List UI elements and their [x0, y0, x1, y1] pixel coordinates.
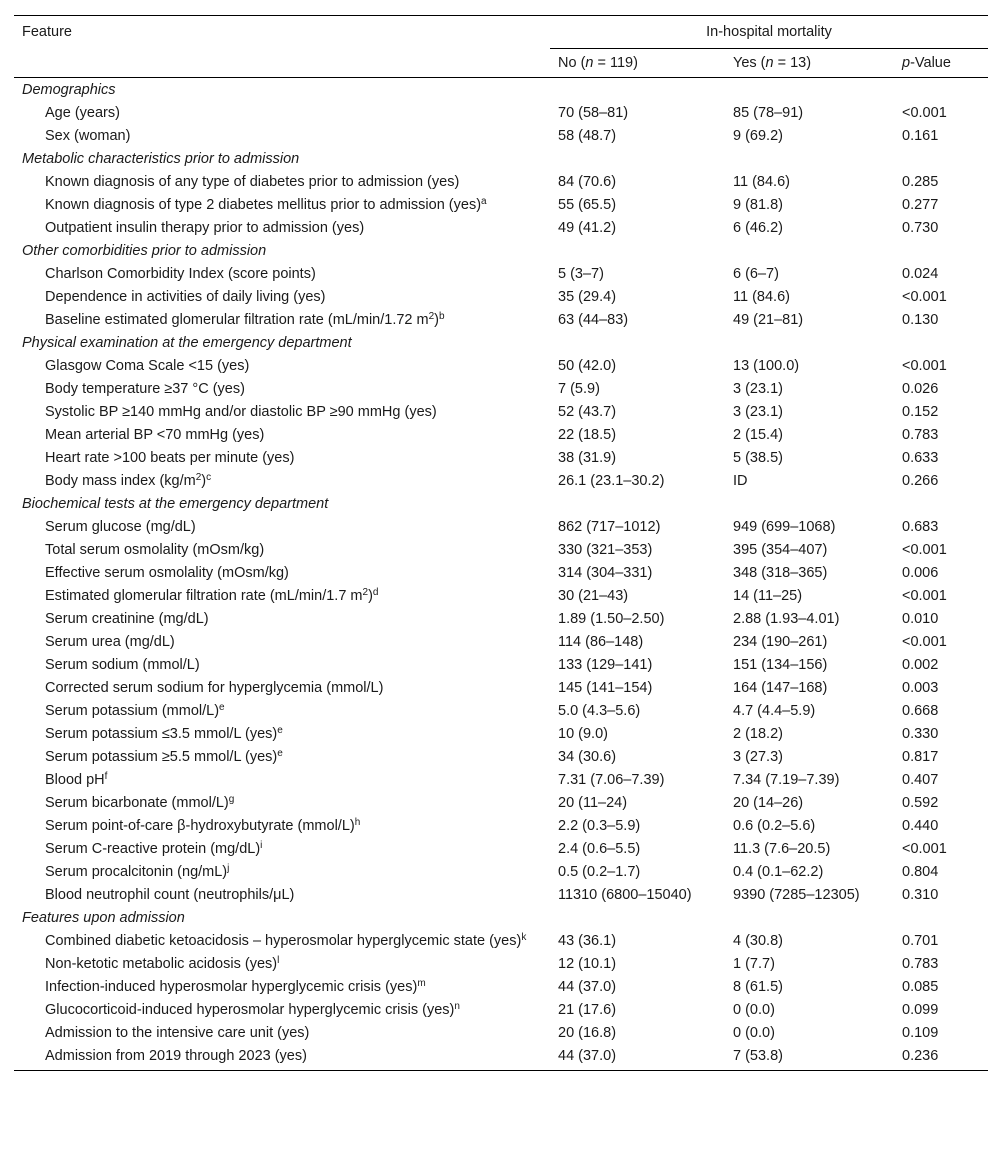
feature-cell: Age (years) — [45, 104, 120, 121]
feature-cell: Body mass index $(kg/m^2)^c$ — [45, 471, 212, 489]
no-value-cell: 11310 (6800–15040) — [558, 886, 692, 903]
yes-value-cell: 2 (18.2) — [733, 725, 783, 742]
no-value-cell: 43 (36.1) — [558, 932, 617, 949]
feature-cell: Serum sodium (mmol/L) — [45, 656, 200, 673]
p-value-cell: 0.817 — [902, 748, 939, 765]
mortality-table-container — [14, 15, 988, 1071]
feature-header: Feature — [14, 16, 550, 49]
table-row — [14, 952, 988, 975]
yes-value-cell: 9 (81.8) — [733, 196, 783, 213]
p-value-cell: <0.001 — [902, 357, 947, 374]
section-title: Physical examination at the emergency department — [22, 335, 352, 351]
p-value-cell: 0.592 — [902, 794, 939, 811]
section-row — [14, 331, 988, 354]
no-value-cell: 314 (304–331) — [558, 564, 653, 581]
section-row — [14, 239, 988, 262]
p-value-cell: 0.026 — [902, 380, 939, 397]
p-value-cell: 0.440 — [902, 817, 939, 834]
no-value-cell: 114 (86–148) — [558, 633, 644, 650]
p-value-cell: <0.001 — [902, 288, 947, 305]
yes-value-cell: 3 (27.3) — [733, 748, 783, 765]
feature-cell: Serum potassium ≤3.5 mmol/L (yes)$^e$ — [45, 724, 283, 742]
table-row — [14, 722, 988, 745]
table-row — [14, 998, 988, 1021]
feature-cell: Serum urea (mg/dL) — [45, 633, 175, 650]
p-value-cell: <0.001 — [902, 587, 947, 604]
no-value-cell: 10 (9.0) — [558, 725, 608, 742]
no-column-header: No (n = 119) — [558, 55, 638, 71]
p-value-cell: 0.701 — [902, 932, 939, 949]
yes-value-cell: 2 (15.4) — [733, 426, 783, 443]
feature-cell: Serum procalcitonin $(ng/mL)^j$ — [45, 862, 230, 880]
no-value-cell: 133 (129–141) — [558, 656, 653, 673]
section-row — [14, 906, 988, 929]
table-row — [14, 377, 988, 400]
yes-value-cell: 164 (147–168) — [733, 679, 828, 696]
no-value-cell: 1.89 (1.50–2.50) — [558, 610, 665, 627]
p-value-cell: <0.001 — [902, 840, 947, 857]
table-row — [14, 515, 988, 538]
table-header — [14, 16, 988, 78]
table-row — [14, 975, 988, 998]
table-row — [14, 308, 988, 331]
feature-cell: Outpatient insulin therapy prior to admission (yes) — [45, 219, 365, 236]
feature-cell: Admission from 2019 through 2023 (yes) — [14, 1044, 550, 1070]
table-row — [14, 837, 988, 860]
table-row — [14, 584, 988, 607]
no-value-cell: 58 (48.7) — [558, 127, 617, 144]
feature-cell: Blood neutrophil count (neutrophils/μL) — [45, 886, 295, 903]
no-value-cell: 7.31 (7.06–7.39) — [558, 771, 665, 788]
table-row — [14, 607, 988, 630]
no-value-cell: 7 (5.9) — [558, 380, 600, 397]
feature-cell: Baseline estimated glomerular filtration rate (mL/min/1.72 $m^2)^b$ — [45, 310, 445, 328]
no-value-cell: 30 (21–43) — [558, 587, 629, 604]
p-value-cell: 0.407 — [902, 771, 939, 788]
footnote-marker: k — [521, 931, 527, 943]
p-value-cell: 0.236 — [894, 1044, 988, 1070]
p-value-cell: 0.783 — [902, 426, 939, 443]
yes-value-cell: 8 (61.5) — [733, 978, 783, 995]
yes-value-cell: 949 (699–1068) — [733, 518, 836, 535]
feature-cell: Body temperature ≥37 °C (yes) — [45, 380, 245, 397]
p-value-cell: 0.804 — [902, 863, 939, 880]
footnote-marker: n — [454, 1000, 460, 1012]
yes-value-cell: 395 (354–407) — [733, 541, 828, 558]
footnote-marker: b — [439, 310, 445, 322]
footnote-marker: e — [219, 701, 225, 713]
footnote-marker: f — [104, 770, 108, 782]
feature-cell: Blood $pH^f$ — [45, 770, 108, 788]
footnote-marker: g — [228, 793, 235, 805]
no-value-cell: 44 (37.0) — [550, 1044, 725, 1070]
table-row — [14, 630, 988, 653]
p-value-cell: 0.330 — [902, 725, 939, 742]
feature-cell: Mean arterial BP <70 mmHg (yes) — [45, 426, 265, 443]
feature-cell: Heart rate >100 beats per minute (yes) — [45, 449, 295, 466]
yes-value-cell: 6 (46.2) — [733, 219, 783, 236]
section-title: Metabolic characteristics prior to admission — [22, 151, 300, 167]
footnote-marker: a — [481, 195, 487, 207]
yes-value-cell: 0 (0.0) — [733, 1024, 775, 1041]
no-value-cell: 5.0 (4.3–5.6) — [558, 702, 641, 719]
table-row — [14, 561, 988, 584]
table-row — [14, 170, 988, 193]
section-title: Demographics — [22, 82, 116, 98]
feature-cell: Charlson Comorbidity Index (score points) — [45, 265, 316, 282]
footnote-marker: d — [372, 586, 379, 598]
table-row — [14, 699, 988, 722]
yes-value-cell: 14 (11–25) — [733, 587, 803, 604]
yes-value-cell: 7.34 (7.19–7.39) — [733, 771, 840, 788]
table-row — [14, 262, 988, 285]
feature-cell: Glasgow Coma Scale <15 (yes) — [45, 357, 250, 374]
feature-cell: Estimated glomerular filtration rate (mL/min/1.7 $m^2)^d$ — [45, 586, 379, 604]
yes-value-cell: 2.88 (1.93–4.01) — [733, 610, 840, 627]
p-value-cell: 0.683 — [902, 518, 939, 535]
no-value-cell: 50 (42.0) — [558, 357, 617, 374]
feature-cell: Non-ketotic metabolic acidosis (yes)$^l$ — [45, 954, 280, 972]
no-value-cell: 0.5 (0.2–1.7) — [558, 863, 641, 880]
yes-value-cell: 234 (190–261) — [733, 633, 828, 650]
table-row — [14, 101, 988, 124]
table-row — [14, 1044, 988, 1070]
table-row — [14, 124, 988, 147]
yes-column-header: Yes (n = 13) — [733, 55, 812, 71]
feature-cell: Serum point-of-care β-hydroxybutyrate (mmol/L)$^h$ — [45, 816, 361, 834]
feature-cell: Total serum osmolality (mOsm/kg) — [45, 541, 265, 558]
no-value-cell: 20 (16.8) — [558, 1024, 617, 1041]
feature-cell: Admission to the intensive care unit (yes) — [45, 1024, 310, 1041]
table-row — [14, 1021, 988, 1044]
section-title: Features upon admission — [22, 910, 185, 926]
mortality-group-header: In-hospital mortality — [550, 16, 988, 49]
no-value-cell: 21 (17.6) — [558, 1001, 617, 1018]
no-value-cell: 22 (18.5) — [558, 426, 617, 443]
p-value-cell: 0.277 — [902, 196, 939, 213]
no-value-cell: 26.1 (23.1–30.2) — [558, 472, 665, 489]
yes-value-cell: 5 (38.5) — [733, 449, 783, 466]
p-value-cell: 0.730 — [902, 219, 939, 236]
feature-cell: Effective serum osmolality (mOsm/kg) — [45, 564, 289, 581]
p-value-cell: <0.001 — [902, 541, 947, 558]
table-row — [14, 745, 988, 768]
table-row — [14, 285, 988, 308]
yes-value-cell: 13 (100.0) — [733, 357, 800, 374]
table-row — [14, 883, 988, 906]
yes-value-cell: 85 (78–91) — [733, 104, 804, 121]
yes-value-cell: 0.6 (0.2–5.6) — [733, 817, 816, 834]
p-value-cell: 0.099 — [902, 1001, 939, 1018]
no-value-cell: 44 (37.0) — [558, 978, 617, 995]
table-row — [14, 538, 988, 561]
p-value-cell: 0.085 — [902, 978, 939, 995]
footnote-marker: i — [260, 839, 263, 851]
no-value-cell: 49 (41.2) — [558, 219, 617, 236]
p-value-cell: 0.266 — [902, 472, 939, 489]
table-row — [14, 814, 988, 837]
table-body — [14, 78, 988, 1071]
no-value-cell: 70 (58–81) — [558, 104, 629, 121]
table-row — [14, 469, 988, 492]
mortality-table — [14, 15, 988, 1071]
table-row — [14, 400, 988, 423]
no-value-cell: 145 (141–154) — [558, 679, 653, 696]
p-value-cell: <0.001 — [902, 104, 947, 121]
p-value-cell: 0.161 — [902, 127, 939, 144]
p-value-cell: 0.003 — [902, 679, 939, 696]
no-value-cell: 34 (30.6) — [558, 748, 617, 765]
yes-value-cell: 1 (7.7) — [733, 955, 775, 972]
no-value-cell: 84 (70.6) — [558, 173, 617, 190]
no-value-cell: 2.4 (0.6–5.5) — [558, 840, 641, 857]
no-value-cell: 38 (31.9) — [558, 449, 617, 466]
yes-value-cell: 6 (6–7) — [733, 265, 779, 282]
no-value-cell: 52 (43.7) — [558, 403, 617, 420]
no-value-cell: 20 (11–24) — [558, 794, 628, 811]
yes-value-cell: 11 (84.6) — [733, 173, 790, 190]
section-title: Biochemical tests at the emergency department — [22, 496, 329, 512]
no-value-cell: 330 (321–353) — [558, 541, 653, 558]
feature-cell: Serum potassium ≥5.5 mmol/L (yes)$^e$ — [45, 747, 283, 765]
p-value-cell: 0.783 — [902, 955, 939, 972]
no-value-cell: 862 (717–1012) — [558, 518, 661, 535]
feature-cell: Glucocorticoid-induced hyperosmolar hyperglycemic crisis (yes)$^n$ — [45, 1000, 460, 1018]
feature-cell: Infection-induced hyperosmolar hyperglycemic crisis (yes)$^m$ — [45, 977, 426, 995]
yes-value-cell: 4.7 (4.4–5.9) — [733, 702, 816, 719]
no-value-cell: 63 (44–83) — [558, 311, 629, 328]
no-value-cell: 55 (65.5) — [558, 196, 617, 213]
p-value-cell: 0.006 — [902, 564, 939, 581]
yes-value-cell: 49 (21–81) — [733, 311, 804, 328]
feature-cell: Known diagnosis of any type of diabetes prior to admission (yes) — [45, 173, 460, 190]
p-value-column-header: p-Value — [902, 55, 951, 71]
feature-cell: Corrected serum sodium for hyperglycemia (mmol/L) — [45, 679, 384, 696]
yes-value-cell: 3 (23.1) — [733, 380, 783, 397]
p-value-cell: 0.310 — [902, 886, 939, 903]
feature-cell: Serum potassium (mmol/L)$^e$ — [45, 701, 225, 719]
feature-cell: Serum bicarbonate (mmol/L)$^g$ — [45, 793, 235, 811]
yes-value-cell: 3 (23.1) — [733, 403, 783, 420]
table-row — [14, 446, 988, 469]
table-row — [14, 676, 988, 699]
p-value-cell: 0.152 — [902, 403, 939, 420]
section-title: Other comorbidities prior to admission — [22, 243, 267, 259]
footnote-marker: e — [277, 724, 283, 736]
feature-cell: Combined diabetic ketoacidosis – hyperosmolar hyperglycemic state (yes)$^k$ — [45, 931, 527, 949]
yes-value-cell: 20 (14–26) — [733, 794, 804, 811]
feature-cell: Serum C-reactive protein $(mg/dL)^i$ — [45, 839, 263, 857]
section-row — [14, 492, 988, 515]
yes-value-cell: 348 (318–365) — [733, 564, 828, 581]
yes-value-cell: 151 (134–156) — [733, 656, 828, 673]
yes-value-cell: ID — [733, 472, 748, 489]
yes-value-cell: 9390 (7285–12305) — [733, 886, 860, 903]
yes-value-cell: 4 (30.8) — [733, 932, 783, 949]
footnote-marker: j — [227, 862, 230, 874]
footnote-marker: l — [277, 954, 280, 966]
table-row — [14, 193, 988, 216]
feature-cell: Known diagnosis of type 2 diabetes mellitus prior to admission (yes)$^a$ — [45, 195, 487, 213]
section-row — [14, 147, 988, 170]
p-value-cell: 0.633 — [902, 449, 939, 466]
feature-cell: Serum creatinine (mg/dL) — [45, 610, 209, 627]
table-row — [14, 354, 988, 377]
yes-value-cell: 9 (69.2) — [733, 127, 783, 144]
yes-value-cell: 7 (53.8) — [725, 1044, 894, 1070]
feature-cell: Dependence in activities of daily living (yes) — [45, 288, 326, 305]
p-value-cell: 0.109 — [902, 1024, 939, 1041]
p-value-cell: 0.010 — [902, 610, 939, 627]
feature-cell: Serum glucose (mg/dL) — [45, 518, 196, 535]
no-value-cell: 35 (29.4) — [558, 288, 617, 305]
p-value-cell: 0.130 — [902, 311, 939, 328]
no-value-cell: 12 (10.1) — [558, 955, 617, 972]
yes-value-cell: 11.3 (7.6–20.5) — [733, 840, 831, 857]
no-value-cell: 2.2 (0.3–5.9) — [558, 817, 641, 834]
table-row — [14, 768, 988, 791]
yes-value-cell: 0 (0.0) — [733, 1001, 775, 1018]
table-row — [14, 653, 988, 676]
section-row — [14, 78, 988, 102]
table-row — [14, 423, 988, 446]
p-value-cell: 0.024 — [902, 265, 939, 282]
table-row — [14, 791, 988, 814]
feature-cell: Systolic BP ≥140 mmHg and/or diastolic BP ≥90 mmHg (yes) — [45, 403, 437, 420]
p-value-cell: 0.285 — [902, 173, 939, 190]
p-value-cell: 0.668 — [902, 702, 939, 719]
table-row — [14, 929, 988, 952]
table-row — [14, 860, 988, 883]
table-row — [14, 216, 988, 239]
feature-cell: Sex (woman) — [45, 127, 131, 144]
yes-value-cell: 0.4 (0.1–62.2) — [733, 863, 824, 880]
footnote-marker: c — [206, 471, 212, 483]
footnote-marker: m — [417, 977, 426, 989]
no-value-cell: 5 (3–7) — [558, 265, 604, 282]
p-value-cell: 0.002 — [902, 656, 939, 673]
p-value-cell: <0.001 — [902, 633, 947, 650]
footnote-marker: h — [354, 816, 361, 828]
yes-value-cell: 11 (84.6) — [733, 288, 790, 305]
footnote-marker: e — [277, 747, 283, 759]
